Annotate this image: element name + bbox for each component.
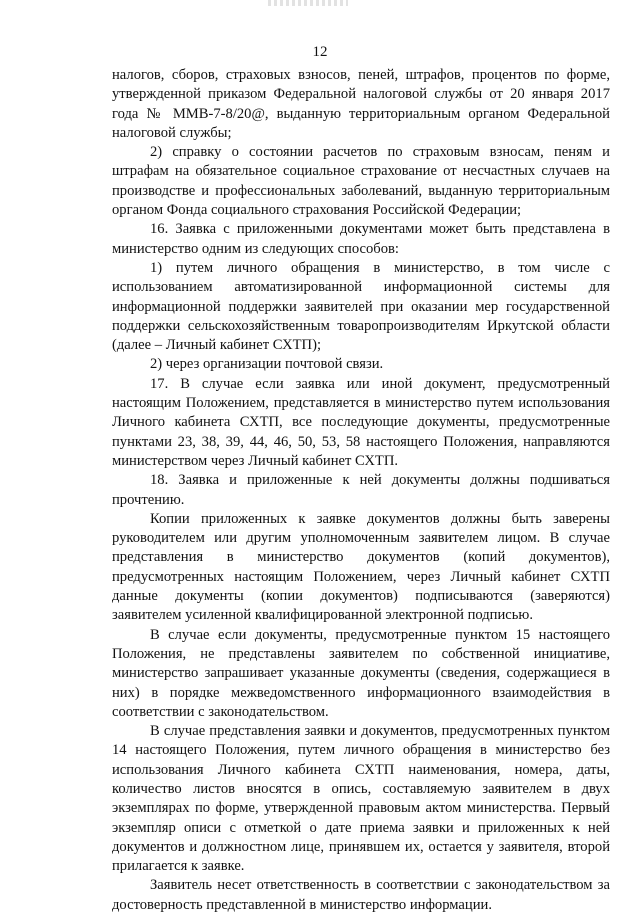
paragraph-clause-18: 18. Заявка и приложенные к ней документы должны подшиваться прочтению.	[112, 472, 610, 508]
paragraph-continuation: налогов, сборов, страховых взносов, пеней, штрафов, процентов по форме, утвержденной приказом Федеральной налоговой службы от 20 января 2017 года № ММВ-7-8/20@, выданную территориальным органом Федеральной налоговой службы;	[112, 67, 610, 141]
document-body	[112, 66, 610, 915]
paragraph-method-2: 2) через организации почтовой связи.	[150, 356, 384, 373]
paragraph-method-1: 1) путем личного обращения в министерство, в том числе с использованием автоматизированной информационной системы для информационной поддержки заявителей при оказании мер государственной поддержки сельскохозяйственным товаропроизводителям Иркутской области (далее – Личный кабинет СХТП);	[112, 259, 610, 354]
scan-artifact	[268, 0, 348, 6]
paragraph-item-2: 2) справку о состоянии расчетов по страховым взносам, пеням и штрафам на обязательное социальное страхование от несчастных случаев на производстве и профессиональных заболеваний, выданную территориальным органом Фонда социального страхования Российской Федерации;	[112, 144, 610, 219]
paragraph-inventory: В случае представления заявки и документов, предусмотренных пунктом 14 настоящего Положения, путем личного обращения в министерство без использования Личного кабинета СХТП наименования, номера, даты, количество листов вносятся в опись, составляемую заявителем в двух экземплярах по форме, утвержденной правовым актом министерства. Первый экземпляр описи с отметкой о дате приема заявки и приложенных к ней документов и должностном лице, принявшем их, остается у заявителя, второй прилагается к заявке.	[112, 723, 610, 875]
page-number: 12	[312, 44, 328, 60]
paragraph-responsibility: Заявитель несет ответственность в соответствии с законодательством за достоверность представленной в министерство информации.	[112, 877, 610, 913]
paragraph-interagency: В случае если документы, предусмотренные пунктом 15 настоящего Положения, не представлены заявителем по собственной инициативе, министерство запрашивает указанные документы (сведения, содержащиеся в них) в порядке межведомственного информационного взаимодействия в соответствии с законодательством.	[112, 626, 610, 720]
paragraph-clause-17: 17. В случае если заявка или иной документ, предусмотренный настоящим Положением, представляется в министерство путем использования Личного кабинета СХТП, все последующие документы, предусмотренные пунктами 23, 38, 39, 44, 46, 50, 53, 58 настоящего Положения, направляются министерством через Личный кабинет СХТП.	[112, 375, 610, 469]
paragraph-clause-16: 16. Заявка с приложенными документами может быть представлена в министерство одним из следующих способов:	[112, 221, 610, 257]
paragraph-copies: Копии приложенных к заявке документов должны быть заверены руководителем или другим уполномоченным заявителем лицом. В случае представления в министерство документов (копий документов), предусмотренных настоящим Положением, через Личный кабинет СХТП данные документы (копии документов) подписываются (заверяются) заявителем усиленной квалифицированной электронной подписью.	[112, 510, 610, 624]
